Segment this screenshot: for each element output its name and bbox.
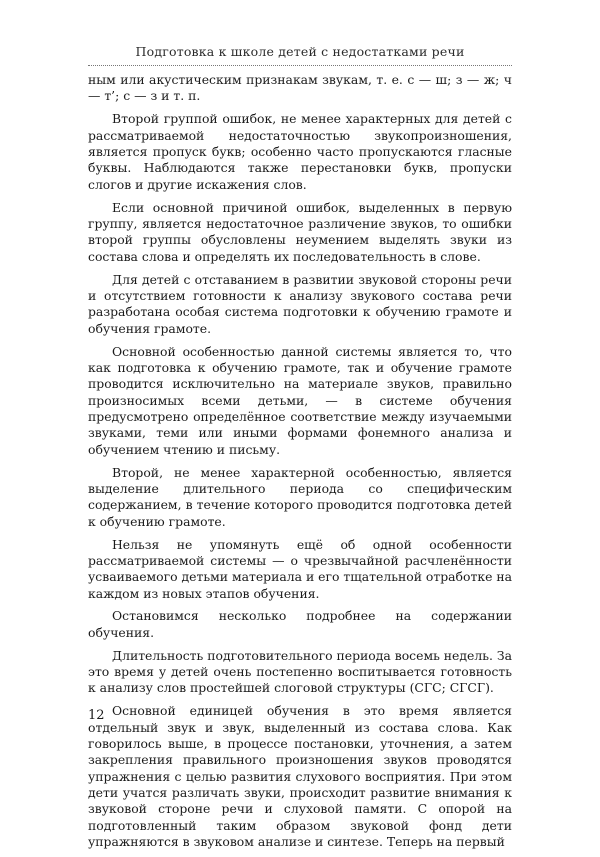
paragraph-10: Основной единицей обучения в это время является отдельный звук и звук, выделенный из состава слова. Как говорилось выше, в процессе постановки, уточнения, а затем закрепления правильного произношения звуков проводятся упражнения с целью развития слухового восприятия. При этом дети учатся различать звуки, происходит развитие внимания к звуковой стороне речи и слуховой памяти. С опорой на подготовленный таким образом звуковой фонд дети упражняются в звуковом анализе и синтезе. Теперь на первый — [88, 703, 512, 850]
paragraph-1: ным или акустическим признакам звукам, т. е. с — ш; з — ж; ч — т’; с — з и т. п. — [88, 72, 512, 104]
running-header: Подготовка к школе детей с недостатками речи — [135, 44, 465, 59]
header-divider — [88, 65, 512, 66]
page-number: 12 — [88, 708, 105, 723]
paragraph-6: Второй, не менее характерной особенностью, является выделение длительного периода со специфическим содержанием, в течение которого проводится подготовка детей к обучению грамоте. — [88, 464, 512, 529]
paragraph-9: Длительность подготовительного периода восемь недель. За это время у детей очень постепенно воспитывается готовность к анализу слов простейшей слоговой структуры (СГС; СГСГ). — [88, 647, 512, 696]
paragraph-3: Если основной причиной ошибок, выделенных в первую группу, является недостаточное различение звуков, то ошибки второй группы обусловлены неумением выделять звуки из состава слова и определять их последовательность в слове. — [88, 199, 512, 264]
paragraph-5: Основной особенностью данной системы является то, что как подготовка к обучению грамоте, так и обучение грамоте проводится исключительно на материале звуков, правильно произносимых всеми детьми, — в системе обучения предусмотрено определённое соответствие между изучаемыми звуками, теми или иными формами фонемного анализа и обучением чтению и письму. — [88, 343, 512, 457]
page-body — [88, 72, 512, 857]
paragraph-4: Для детей с отставанием в развитии звуковой стороны речи и отсутствием готовности к анализу звукового состава речи разработана особая система подготовки к обучению грамоте и обучения грамоте. — [88, 271, 512, 336]
paragraph-7: Нельзя не упомянуть ещё об одной особенности рассматриваемой системы — о чрезвычайной расчленённости усваиваемого детьми материала и его тщательной отработке на каждом из новых этапов обучения. — [88, 536, 512, 601]
paragraph-2: Второй группой ошибок, не менее характерных для детей с рассматриваемой недостаточностью звукопроизношения, является пропуск букв; особенно часто пропускаются гласные буквы. Наблюдаются также перестановки букв, пропуски слогов и другие искажения слов. — [88, 111, 512, 192]
paragraph-8: Остановимся несколько подробнее на содержании обучения. — [88, 608, 512, 640]
